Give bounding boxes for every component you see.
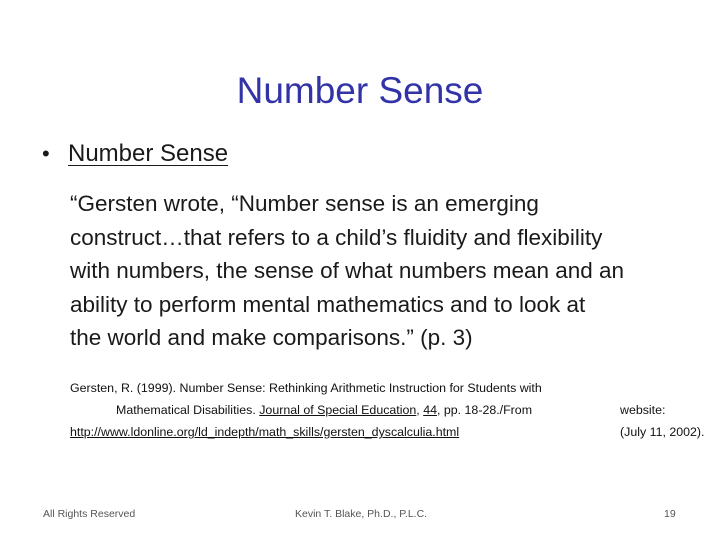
website-label: website:	[620, 403, 666, 417]
footer-page-number: 19	[664, 508, 676, 520]
source-url-link[interactable]: http://www.ldonline.org/ld_indepth/math_skills/gersten_dyscalculia.html	[70, 425, 460, 439]
journal-volume: 44	[423, 403, 437, 417]
footer-copyright: All Rights Reserved	[43, 508, 136, 520]
bullet-marker: •	[42, 141, 50, 166]
quote-line: ability to perform mental mathematics and to look at	[70, 291, 586, 317]
citation-line-1: Gersten, R. (1999). Number Sense: Rethinking Arithmetic Instruction for Students with	[70, 381, 542, 395]
citation-text: Mathematical Disabilities.	[116, 403, 260, 417]
quote-line: with numbers, the sense of what numbers mean and an	[70, 258, 625, 283]
citation-block	[70, 377, 715, 443]
journal-title: Journal of Special Education	[259, 403, 417, 417]
citation-text: , pp. 18-28./From	[436, 403, 533, 417]
access-date: (July 11, 2002).	[620, 425, 705, 439]
citation-line-3	[70, 421, 715, 443]
citation-text: ,	[416, 403, 424, 417]
slide-title: Number Sense	[236, 70, 484, 111]
quote-line: “Gersten wrote, “Number sense is an emerging	[70, 191, 539, 216]
quote-block	[70, 187, 715, 355]
quote-line: construct…that refers to a child’s fluidity and flexibility	[70, 224, 603, 250]
bullet-text: Number Sense	[68, 140, 229, 167]
quote-line: the world and make comparisons.” (p. 3)	[70, 325, 473, 350]
citation-line-2	[70, 399, 715, 421]
footer-author: Kevin T. Blake, Ph.D., P.L.C.	[295, 508, 428, 520]
bullet-item	[42, 140, 228, 168]
